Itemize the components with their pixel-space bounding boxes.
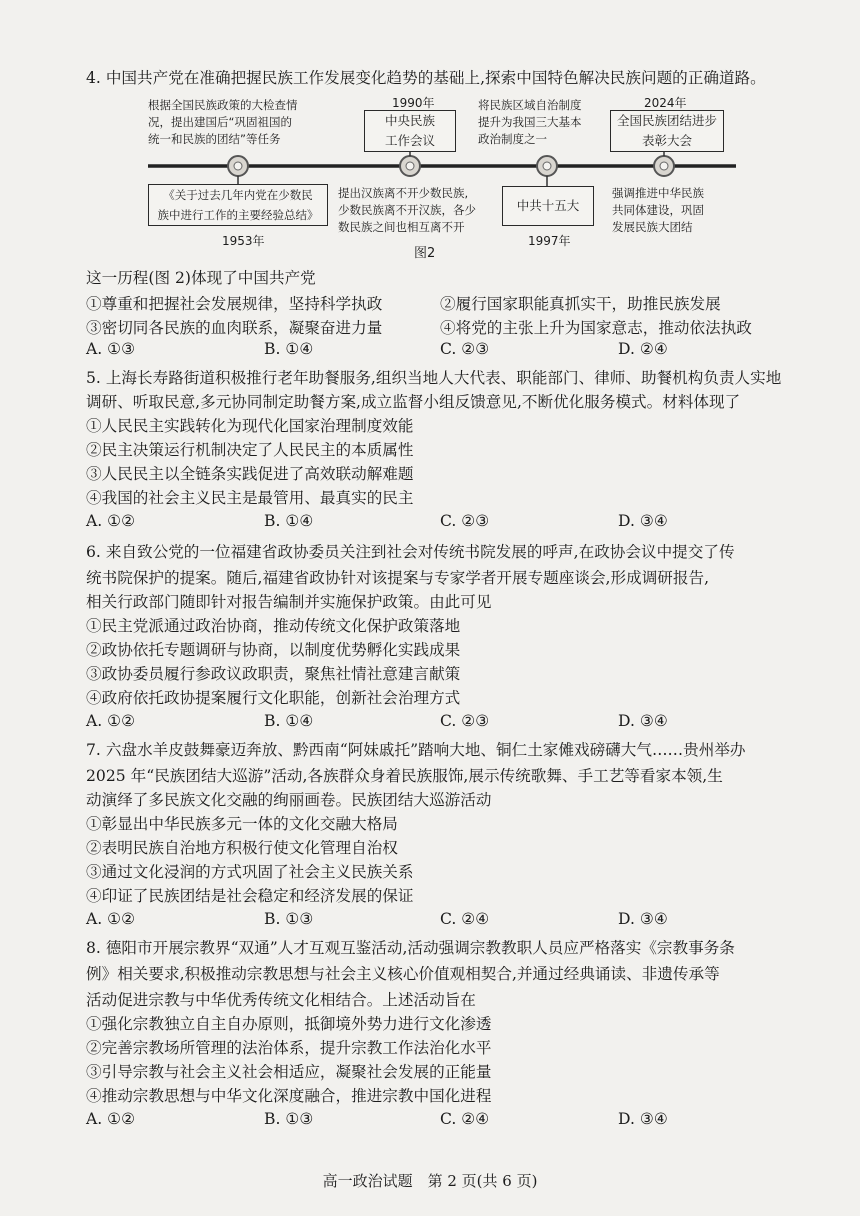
box-1997-congress: 中共十五大 (502, 186, 594, 226)
q7-option-2: ②表明民族自治地方积极行使文化管理自治权 (86, 839, 398, 857)
q6-option-2: ②政协依托专题调研与协商，以制度优势孵化实践成果 (86, 641, 461, 659)
timeline-figure (0, 0, 860, 260)
q4-answer-c[interactable]: C. ②③ (440, 340, 490, 358)
q4-option-2: ②履行国家职能真抓实干，助推民族发展 (440, 295, 721, 313)
q8-stem-line1: 8. 德阳市开展宗教界“双通”人才互观互鉴活动,活动强调宗教教职人员应严格落实《宗教事务条 (86, 939, 735, 957)
q7-stem-line3: 动演绎了多民族文化交融的绚丽画卷。民族团结大巡游活动 (86, 791, 492, 809)
q5-option-1: ①人民民主实践转化为现代化国家治理制度效能 (86, 417, 414, 435)
year-2024: 2024年 (644, 96, 687, 110)
q5-answer-b[interactable]: B. ①④ (264, 512, 314, 530)
q7-answers (86, 910, 826, 934)
box-1990-meeting (364, 110, 456, 152)
q6-option-4: ④政府依托政协提案履行文化职能，创新社会治理方式 (86, 689, 461, 707)
q4-answer-b[interactable]: B. ①④ (264, 340, 314, 358)
timeline-node-1997 (537, 156, 557, 176)
q7-option-3: ③通过文化浸润的方式巩固了社会主义民族关系 (86, 863, 414, 881)
event-2024-bottom-line2: 共同体建设，巩固 (612, 203, 704, 217)
q5-option-3: ③人民民主以全链条实践促进了高效联动解难题 (86, 465, 414, 483)
timeline-node-2024 (654, 156, 674, 176)
event-1990-bottom-line2: 少数民族离不开汉族，各少 (338, 203, 476, 217)
q4-stem: 4. 中国共产党在准确把握民族工作发展变化趋势的基础上,探索中国特色解决民族问题的正确道路。 (86, 69, 766, 87)
q6-answers (86, 712, 826, 736)
q5-answer-c[interactable]: C. ②③ (440, 512, 490, 530)
q8-answers (86, 1110, 826, 1134)
q6-answer-d[interactable]: D. ③④ (618, 712, 668, 730)
q4-option-4: ④将党的主张上升为国家意志，推动依法执政 (440, 319, 752, 337)
q8-answer-c[interactable]: C. ②④ (440, 1110, 490, 1128)
event-2024-bottom-line1: 强调推进中华民族 (612, 186, 704, 200)
box-1953-line1: 《关于过去几年内党在少数民 (163, 188, 313, 202)
box-1953-line2: 族中进行工作的主要经验总结》 (157, 208, 319, 222)
q5-stem-line1: 5. 上海长寿路街道积极推行老年助餐服务,组织当地人大代表、职能部门、律师、助餐机构负责人实地 (86, 369, 782, 387)
q6-stem-line1: 6. 来自致公党的一位福建省政协委员关注到社会对传统书院发展的呼声,在政协会议中提交了传 (86, 543, 735, 561)
year-1997: 1997年 (528, 234, 571, 248)
q8-option-1: ①强化宗教独立自主自办原则，抵御境外势力进行文化渗透 (86, 1015, 492, 1033)
event-1997-top-line1: 将民族区域自治制度 (478, 98, 582, 112)
q5-answers (86, 512, 826, 536)
event-1997-top-line2: 提升为我国三大基本 (478, 115, 582, 129)
q8-stem-line2: 例》相关要求,积极推动宗教思想与社会主义核心价值观相契合,并通过经典诵读、非遗传承等 (86, 965, 720, 983)
q5-answer-d[interactable]: D. ③④ (618, 512, 668, 530)
q6-stem-line3: 相关行政部门随即针对报告编制并实施保护政策。由此可见 (86, 593, 492, 611)
q6-option-3: ③政协委员履行参政议政职责，聚焦社情社意建言献策 (86, 665, 461, 683)
year-1990: 1990年 (392, 96, 435, 110)
q6-answer-a[interactable]: A. ①② (86, 712, 136, 730)
q7-stem-line1: 7. 六盘水羊皮鼓舞豪迈奔放、黔西南“阿妹戚托”踏响大地、铜仁土家傩戏磅礴大气……贵州举办 (86, 741, 746, 759)
q7-answer-a[interactable]: A. ①② (86, 910, 136, 928)
q7-stem-line2: 2025 年“民族团结大巡游”活动,各族群众身着民族服饰,展示传统歌舞、手工艺等看家本领,生 (86, 767, 723, 785)
box-1990-line1: 中央民族 (384, 113, 435, 128)
q4-answer-a[interactable]: A. ①③ (86, 340, 136, 358)
q6-stem-line2: 统书院保护的提案。随后,福建省政协针对该提案与专家学者开展专题座谈会,形成调研报告, (86, 569, 710, 587)
q8-option-3: ③引导宗教与社会主义社会相适应，凝聚社会发展的正能量 (86, 1063, 492, 1081)
box-1953-document (148, 184, 328, 226)
q5-answer-a[interactable]: A. ①② (86, 512, 136, 530)
q7-answer-b[interactable]: B. ①③ (264, 910, 314, 928)
q7-answer-c[interactable]: C. ②④ (440, 910, 490, 928)
q5-option-2: ②民主决策运行机制决定了人民民主的本质属性 (86, 441, 414, 459)
q7-option-1: ①彰显出中华民族多元一体的文化交融大格局 (86, 815, 398, 833)
q8-stem-line3: 活动促进宗教与中华优秀传统文化相结合。上述活动旨在 (86, 991, 476, 1009)
event-2024-bottom-line3: 发展民族大团结 (612, 220, 693, 234)
figure-caption: 图2 (414, 246, 436, 261)
timeline-node-1953 (228, 156, 248, 176)
q5-stem-line2: 调研、听取民意,多元协同制定助餐方案,成立监督小组反馈意见,不断优化服务模式。材料体现了 (86, 393, 741, 411)
q4-option-3: ③密切同各民族的血肉联系，凝聚奋进力量 (86, 319, 383, 337)
page-footer: 高一政治试题 第 2 页(共 6 页) (322, 1172, 538, 1190)
timeline-node-1990 (400, 156, 420, 176)
event-1953-top-line3: 统一和民族的团结”等任务 (148, 132, 281, 146)
q4-answers (86, 340, 826, 364)
box-2024-line2: 表彰大会 (641, 133, 692, 148)
q8-answer-a[interactable]: A. ①② (86, 1110, 136, 1128)
q4-answer-d[interactable]: D. ②④ (618, 340, 668, 358)
box-1990-line2: 工作会议 (384, 133, 435, 148)
q6-option-1: ①民主党派通过政治协商，推动传统文化保护政策落地 (86, 617, 461, 635)
event-1990-bottom-line3: 数民族之间也相互离不开 (338, 220, 465, 234)
q5-option-4: ④我国的社会主义民主是最管用、最真实的民主 (86, 489, 414, 507)
event-1953-top-line1: 根据全国民族政策的大检查情 (148, 98, 298, 112)
box-2024-meeting (610, 110, 724, 152)
event-1990-bottom-line1: 提出汉族离不开少数民族, (338, 186, 469, 200)
q8-answer-b[interactable]: B. ①③ (264, 1110, 314, 1128)
box-2024-line1: 全国民族团结进步 (616, 113, 717, 128)
event-1997-top-line3: 政治制度之一 (478, 132, 547, 146)
q7-option-4: ④印证了民族团结是社会稳定和经济发展的保证 (86, 887, 414, 905)
q6-answer-b[interactable]: B. ①④ (264, 712, 314, 730)
q8-answer-d[interactable]: D. ③④ (618, 1110, 668, 1128)
event-1953-top-line2: 况，提出建国后“巩固祖国的 (148, 115, 292, 129)
q7-answer-d[interactable]: D. ③④ (618, 910, 668, 928)
q4-option-1: ①尊重和把握社会发展规律，坚持科学执政 (86, 295, 383, 313)
q8-option-4: ④推动宗教思想与中华文化深度融合，推进宗教中国化进程 (86, 1087, 492, 1105)
q4-lead: 这一历程(图 2)体现了中国共产党 (86, 269, 316, 287)
year-1953: 1953年 (222, 234, 265, 248)
q8-option-2: ②完善宗教场所管理的法治体系，提升宗教工作法治化水平 (86, 1039, 492, 1057)
q6-answer-c[interactable]: C. ②③ (440, 712, 490, 730)
